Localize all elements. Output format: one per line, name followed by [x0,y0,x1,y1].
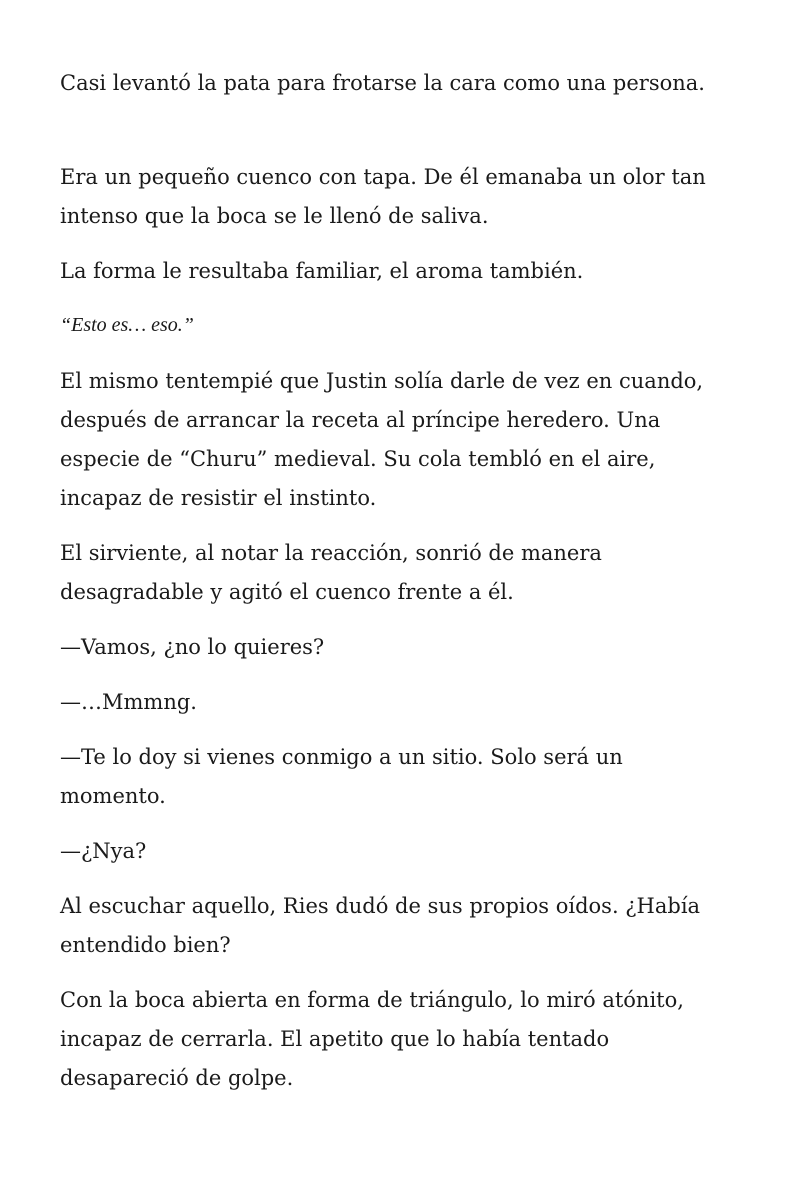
text-line: después de arrancar la receta al príncipe heredero. Una [60,408,661,432]
dialogue-line [60,628,760,667]
text-line: Con la boca abierta en forma de triángulo, lo miró atónito, [60,988,684,1012]
text-line: incapaz de cerrarla. El apetito que lo había tentado [60,1027,610,1051]
dialogue-line [60,683,760,722]
text-line: —¿Nya? [60,839,147,863]
text-line: desapareció de golpe. [60,1066,294,1090]
text-line: desagradable y agitó el cuenco frente a él. [60,580,514,604]
text-line: El mismo tentempié que Justin solía darle de vez en cuando, [60,369,704,393]
dialogue-line [60,832,760,871]
text-line: —…Mmmng. [60,690,197,714]
text-line: momento. [60,784,166,808]
text-line: La forma le resultaba familiar, el aroma también. [60,259,584,283]
paragraph [60,252,760,291]
paragraph [60,534,760,612]
text-line: entendido bien? [60,933,231,957]
text-line: incapaz de resistir el instinto. [60,486,377,510]
italic-thought [60,310,760,340]
text-line: especie de “Churu” medieval. Su cola tembló en el aire, [60,447,656,471]
paragraph [60,887,760,965]
text-line: El sirviente, al notar la reacción, sonrió de manera [60,541,602,565]
dialogue-line [60,738,760,816]
paragraph [60,362,760,518]
text-line: Al escuchar aquello, Ries dudó de sus propios oídos. ¿Había [60,894,701,918]
text-line: —Te lo doy si vienes conmigo a un sitio. Solo será un [60,745,623,769]
text-line: “Esto es… eso.” [60,314,194,336]
paragraph [60,64,760,103]
text-line: —Vamos, ¿no lo quieres? [60,635,325,659]
paragraph [60,981,760,1098]
text-line: Casi levantó la pata para frotarse la cara como una persona. [60,71,705,95]
text-line: Era un pequeño cuenco con tapa. De él emanaba un olor tan [60,165,706,189]
text-line: intenso que la boca se le llenó de saliva. [60,204,489,228]
paragraph [60,158,760,236]
